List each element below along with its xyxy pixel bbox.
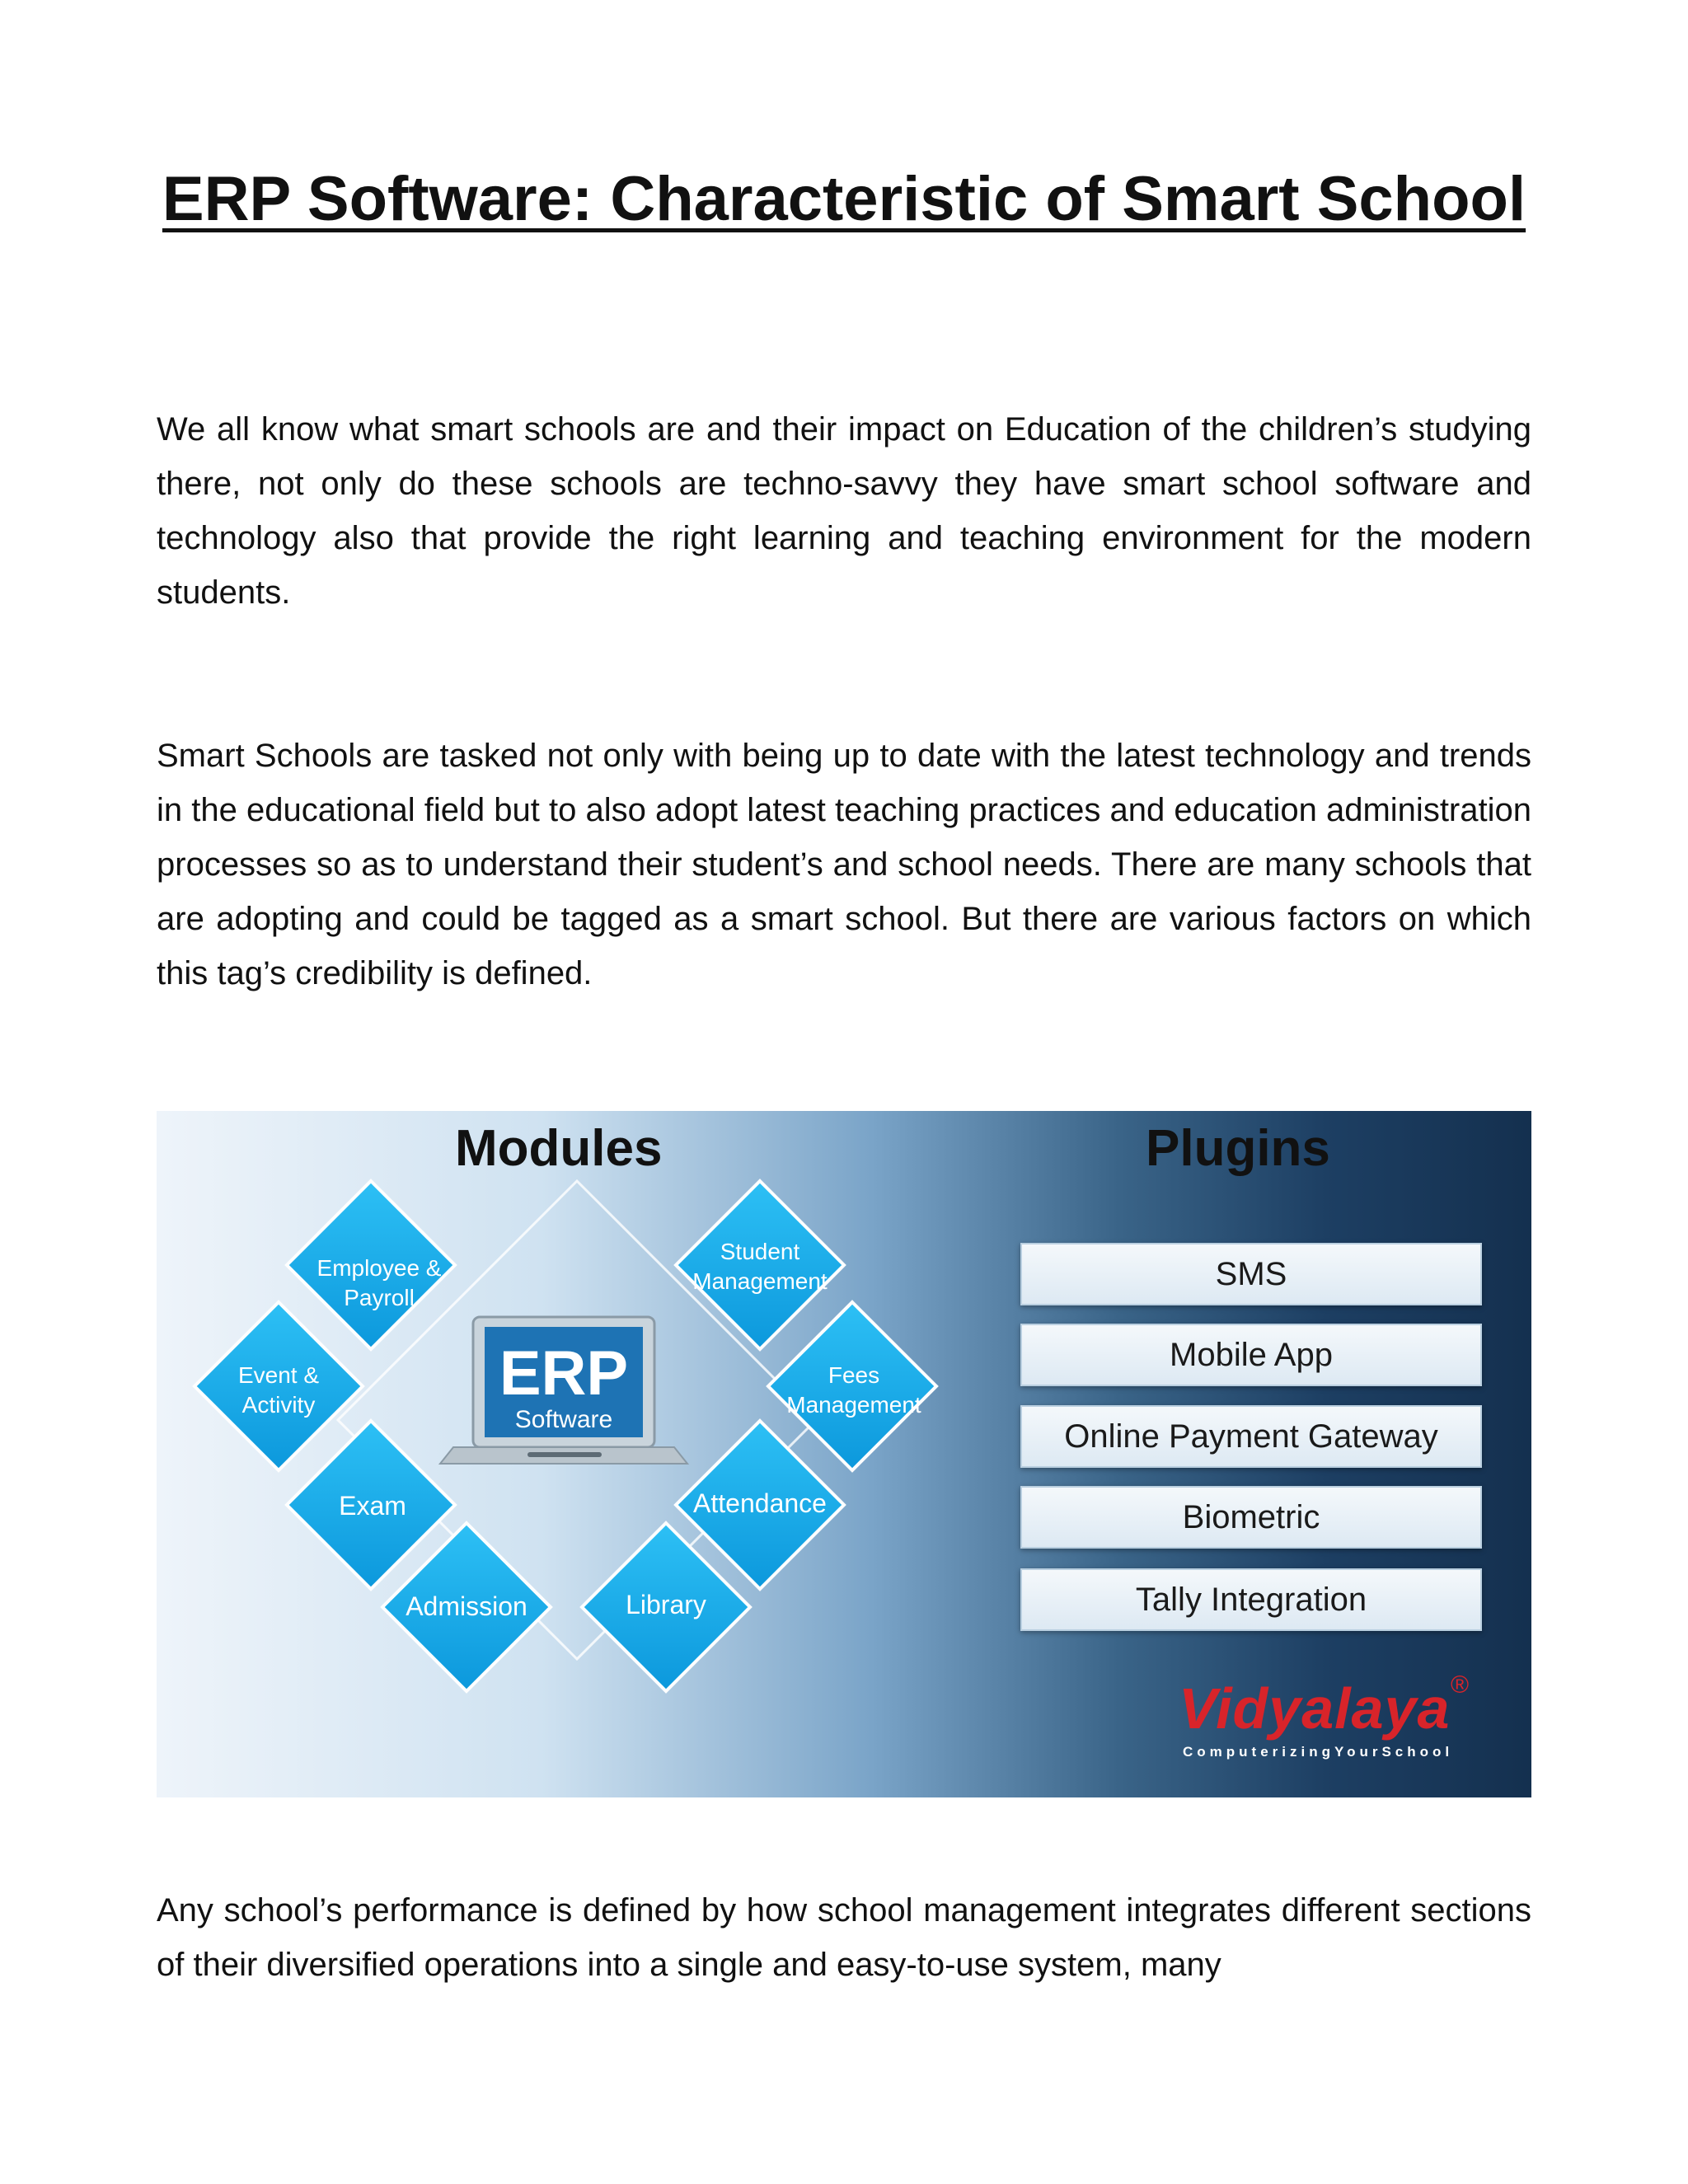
module-employee-payroll[interactable] (287, 1181, 455, 1349)
vidyalaya-logo: Vidyalaya (1179, 1676, 1451, 1741)
module-event-activity[interactable] (195, 1302, 363, 1470)
page-title: ERP Software: Characteristic of Smart School (162, 164, 1526, 234)
module-label: Activity (241, 1392, 316, 1418)
module-label: Management (786, 1392, 921, 1418)
module-label: Management (692, 1268, 828, 1294)
module-label: Payroll (344, 1285, 415, 1310)
registered-mark: ® (1451, 1671, 1470, 1699)
paragraph-intro: We all know what smart schools are and their impact on Education of the children’s studying there, not only do these schools are techno-savvy they have smart school software and technology also that provide the right learning and teaching environment for the modern students. (157, 411, 1531, 611)
plugin-biometric: Biometric (1020, 1486, 1482, 1549)
module-label: Exam (339, 1491, 406, 1521)
module-label: Admission (406, 1591, 528, 1621)
modules-heading: Modules (455, 1120, 663, 1177)
module-student-management[interactable] (676, 1181, 844, 1349)
module-label: Attendance (693, 1488, 827, 1518)
plugin-mobile-app: Mobile App (1020, 1324, 1482, 1386)
module-label: Fees (828, 1362, 880, 1388)
plugins-heading: Plugins (1146, 1120, 1330, 1177)
plugin-payment-gateway: Online Payment Gateway (1020, 1405, 1482, 1468)
paragraph-smart-schools: Smart Schools are tasked not only with being up to date with the latest technology and trends in the educational field but to also adopt latest teaching practices and education administration processes so as to understand their student’s and school needs. There are many schools that are adopting and could be tagged as a smart school. But there are various factors on which this tag’s credibility is defined. (157, 738, 1531, 991)
paragraph-performance: Any school’s performance is defined by how school management integrates different sections of their diversified operations into a single and easy-to-use system, many (157, 1892, 1531, 1983)
plugin-tally-integration: Tally Integration (1020, 1568, 1482, 1631)
module-label: Student (720, 1239, 800, 1264)
plugin-sms: SMS (1020, 1243, 1482, 1305)
module-label: Library (626, 1590, 706, 1619)
module-fees-management[interactable] (768, 1302, 936, 1470)
module-label: Event & (237, 1362, 320, 1388)
erp-label: ERP (499, 1338, 629, 1408)
erp-modules-figure (157, 1111, 1531, 1797)
software-label: Software (514, 1406, 613, 1433)
logo-tagline: ComputerizingYourSchool (1183, 1744, 1454, 1760)
module-label: Employee & (316, 1255, 442, 1281)
laptop-icon (440, 1317, 687, 1464)
